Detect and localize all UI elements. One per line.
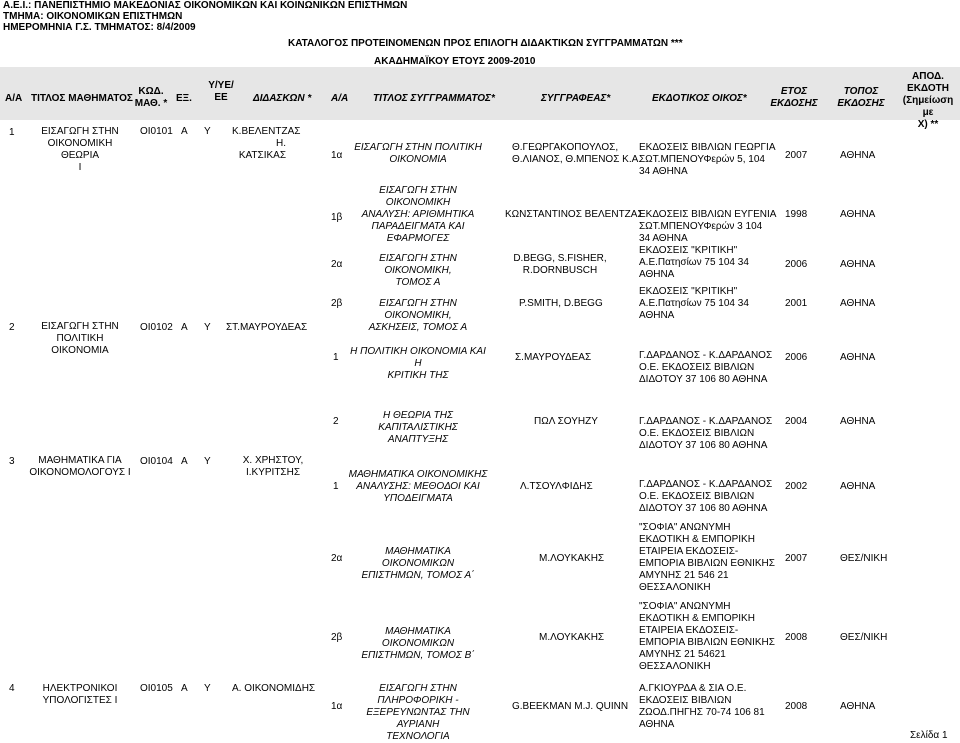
book-year: 2001 — [785, 298, 808, 309]
meeting-date: ΗΜΕΡΟΜΗΝΙΑ Γ.Σ. ΤΜΗΜΑΤΟΣ: 8/4/2009 — [3, 22, 196, 33]
col-instructors: ΔΙΔΑΣΚΩΝ * — [253, 93, 312, 104]
book-aa: 2 — [333, 416, 339, 427]
book-year: 2006 — [785, 259, 808, 270]
course-semester: Α — [181, 456, 188, 467]
book-publisher: ΕΚΔΟΣΕΙΣ ΒΙΒΛΙΩΝ ΓΕΩΡΓΙΑ ΣΩΤ.ΜΠΕΝΟΥΦερών 5, 104 34 ΑΘΗΝΑ — [639, 142, 776, 177]
col-year: ΕΤΟΣ ΕΚΔΟΣΗΣ — [770, 86, 818, 109]
col-aa: Α/Α — [5, 93, 23, 104]
book-aa: 2α — [331, 553, 343, 564]
book-publisher: Γ.ΔΑΡΔΑΝΟΣ - Κ.ΔΑΡΔΑΝΟΣ Ο.Ε. ΕΚΔΟΣΕΙΣ ΒΙΒΛΙΩΝ ΔΙΔΟΤΟΥ 37 106 80 ΑΘΗΝΑ — [639, 479, 773, 514]
course-title: ΗΛΕΚΤΡΟΝΙΚΟΙ ΥΠΟΛΟΓΙΣΤΕΣ Ι — [42, 683, 118, 706]
book-place: ΑΘΗΝΑ — [840, 209, 876, 220]
course-code: ΟΙ0105 — [140, 683, 173, 694]
course-type: Υ — [204, 683, 211, 694]
book-publisher: "ΣΟΦΙΑ" ΑΝΩΝΥΜΗ ΕΚΔΟΤΙΚΗ & ΕΜΠΟΡΙΚΗ ΕΤΑΙΡΕΙΑ ΕΚΔΟΣΕΙΣ- ΕΜΠΟΡΙΑ ΒΙΒΛΙΩΝ ΕΘΝΙΚΗΣ ΑΜΥΝΗΣ 21 54621 ΘΕΣΣΑΛΟΝΙΚΗ — [639, 601, 775, 672]
book-place: ΘΕΣ/ΝΙΚΗ — [840, 632, 888, 643]
book-year: 2007 — [785, 150, 808, 161]
book-author: Μ.ΛΟΥΚΑΚΗΣ — [539, 632, 605, 643]
book-publisher: ΕΚΔΟΣΕΙΣ ΒΙΒΛΙΩΝ ΕΥΓΕΝΙΑ ΣΩΤ.ΜΠΕΝΟΥΦερών 3 104 34 ΑΘΗΝΑ — [639, 209, 777, 244]
course-semester: Α — [181, 322, 188, 333]
col-semester: ΕΞ. — [176, 93, 192, 104]
course-type: Υ — [204, 456, 211, 467]
col-publisher: ΕΚΔΟΤΙΚΟΣ ΟΙΚΟΣ* — [652, 93, 747, 104]
course-code: ΟΙ0104 — [140, 456, 173, 467]
course-aa: 1 — [9, 127, 15, 138]
col-book-title: ΤΙΤΛΟΣ ΣΥΓΓΡΑΜΜΑΤΟΣ* — [373, 93, 495, 104]
course-type: Υ — [204, 126, 211, 137]
course-instructors: Χ. ΧΡΗΣΤΟΥ, Ι.ΚΥΡΙΤΣΗΣ — [242, 455, 304, 478]
book-author: Θ.ΓΕΩΡΓΑΚΟΠΟΥΛΟΣ, Θ.ΛΙΑΝΟΣ, Θ.ΜΠΕΝΟΣ Κ.Α. — [512, 142, 642, 165]
book-author: Σ.ΜΑΥΡΟΥΔΕΑΣ — [515, 352, 592, 363]
course-semester: Α — [181, 683, 188, 694]
course-title: ΕΙΣΑΓΩΓΗ ΣΤΗΝ ΠΟΛΙΤΙΚΗ ΟΙΚΟΝΟΜΙΑ — [41, 321, 119, 356]
book-author: G.BEEKMAN M.J. QUINN — [512, 701, 629, 712]
book-place: ΑΘΗΝΑ — [840, 298, 876, 309]
course-semester: Α — [181, 126, 188, 137]
book-title: Η ΠΟΛΙΤΙΚΗ ΟΙΚΟΝΟΜΙΑ ΚΑΙ Η ΚΡΙΤΙΚΗ ΤΗΣ — [350, 346, 486, 381]
book-year: 2004 — [785, 416, 808, 427]
book-aa: 2β — [331, 632, 343, 643]
col-code: ΚΩΔ. ΜΑΘ. * — [134, 86, 168, 109]
book-title: ΕΙΣΑΓΩΓΗ ΣΤΗΝ ΟΙΚΟΝΟΜΙΚΗ, ΑΣΚΗΣΕΙΣ, ΤΟΜΟΣ Α — [368, 298, 468, 333]
university-name: Α.Ε.Ι.: ΠΑΝΕΠΙΣΤΗΜΙΟ ΜΑΚΕΔΟΝΙΑΣ ΟΙΚΟΝΟΜΙΚΩΝ ΚΑΙ ΚΟΙΝΩΝΙΚΩΝ ΕΠΙΣΤΗΜΩΝ — [3, 0, 408, 11]
book-publisher: ΕΚΔΟΣΕΙΣ "ΚΡΙΤΙΚΗ" Α.Ε.Πατησίων 75 104 34 ΑΘΗΝΑ — [639, 245, 749, 280]
book-publisher: Α.ΓΚΙΟΥΡΔΑ & ΣΙΑ Ο.Ε. ΕΚΔΟΣΕΙΣ ΒΙΒΛΙΩΝ ΖΩΟΔ.ΠΗΓΗΣ 70-74 106 81 ΑΘΗΝΑ — [639, 683, 765, 730]
course-instructors: Α. ΟΙΚΟΝΟΜΙΔΗΣ — [232, 683, 316, 694]
book-place: ΑΘΗΝΑ — [840, 481, 876, 492]
book-year: 1998 — [785, 209, 808, 220]
book-place: ΘΕΣ/ΝΙΚΗ — [840, 553, 888, 564]
book-title: ΜΑΘΗΜΑΤΙΚΑ ΟΙΚΟΝΟΜΙΚΗΣ ΑΝΑΛΥΣΗΣ: ΜΕΘΟΔΟΙ ΚΑΙ ΥΠΟΔΕΙΓΜΑΤΑ — [348, 469, 488, 504]
course-aa: 2 — [9, 322, 15, 333]
book-place: ΑΘΗΝΑ — [840, 416, 876, 427]
course-type: Υ — [204, 322, 211, 333]
book-title: ΕΙΣΑΓΩΓΗ ΣΤΗΝ ΠΟΛΙΤΙΚΗ ΟΙΚΟΝΟΜΙΑ — [354, 142, 482, 165]
book-aa: 1 — [333, 481, 339, 492]
book-year: 2008 — [785, 632, 808, 643]
book-publisher: ΕΚΔΟΣΕΙΣ "ΚΡΙΤΙΚΗ" Α.Ε.Πατησίων 75 104 34 ΑΘΗΝΑ — [639, 286, 749, 321]
col-type: Υ/ΥΕ/ ΕΕ — [208, 80, 234, 103]
course-title: ΜΑΘΗΜΑΤΙΚΑ ΓΙΑ ΟΙΚΟΝΟΜΟΛΟΓΟΥΣ Ι — [29, 455, 131, 478]
book-place: ΑΘΗΝΑ — [840, 352, 876, 363]
course-title: ΕΙΣΑΓΩΓΗ ΣΤΗΝ ΟΙΚΟΝΟΜΙΚΗ ΘΕΩΡΙΑ Ι — [41, 126, 119, 173]
course-code: ΟΙ0102 — [140, 322, 173, 333]
book-year: 2007 — [785, 553, 808, 564]
book-title: ΕΙΣΑΓΩΓΗ ΣΤΗΝ ΟΙΚΟΝΟΜΙΚΗ, ΤΟΜΟΣ Α — [379, 253, 457, 288]
book-title: ΜΑΘΗΜΑΤΙΚΑ ΟΙΚΟΝΟΜΙΚΩΝ ΕΠΙΣΤΗΜΩΝ, ΤΟΜΟΣ Β΄ — [361, 626, 475, 661]
col-author: ΣΥΓΓΡΑΦΕΑΣ* — [541, 93, 611, 104]
book-author: ΚΩΝΣΤΑΝΤΙΝΟΣ ΒΕΛΕΝΤΖΑΣ — [505, 209, 644, 220]
book-aa: 1α — [331, 150, 343, 161]
col-course-title: ΤΙΤΛΟΣ ΜΑΘΗΜΑΤΟΣ — [31, 93, 133, 104]
book-title: ΜΑΘΗΜΑΤΙΚΑ ΟΙΚΟΝΟΜΙΚΩΝ ΕΠΙΣΤΗΜΩΝ, ΤΟΜΟΣ Α΄ — [361, 546, 475, 581]
book-aa: 1α — [331, 701, 343, 712]
book-place: ΑΘΗΝΑ — [840, 150, 876, 161]
catalog-title: ΚΑΤΑΛΟΓΟΣ ΠΡΟΤΕΙΝΟΜΕΝΩΝ ΠΡΟΣ ΕΠΙΛΟΓΗ ΔΙΔΑΚΤΙΚΩΝ ΣΥΓΓΡΑΜΜΑΤΩΝ *** — [288, 38, 683, 49]
book-place: ΑΘΗΝΑ — [840, 259, 876, 270]
book-author: D.BEGG, S.FISHER, R.DORNBUSCH — [513, 253, 607, 276]
book-aa: 1β — [331, 212, 343, 223]
course-code: ΟΙ0101 — [140, 126, 173, 137]
book-author: Λ.ΤΣΟΥΛΦΙΔΗΣ — [520, 481, 593, 492]
course-aa: 3 — [9, 456, 15, 467]
book-aa: 2β — [331, 298, 343, 309]
book-title: ΕΙΣΑΓΩΓΗ ΣΤΗΝ ΟΙΚΟΝΟΜΙΚΗ ΑΝΑΛΥΣΗ: ΑΡΙΘΜΗΤΙΚΑ ΠΑΡΑΔΕΙΓΜΑΤΑ ΚΑΙ ΕΦΑΡΜΟΓΕΣ — [361, 185, 475, 244]
course-aa: 4 — [9, 683, 15, 694]
department-name: ΤΜΗΜΑ: ΟΙΚΟΝΟΜΙΚΩΝ ΕΠΙΣΤΗΜΩΝ — [3, 11, 183, 22]
book-year: 2006 — [785, 352, 808, 363]
book-author: Μ.ΛΟΥΚΑΚΗΣ — [539, 553, 605, 564]
book-publisher: "ΣΟΦΙΑ" ΑΝΩΝΥΜΗ ΕΚΔΟΤΙΚΗ & ΕΜΠΟΡΙΚΗ ΕΤΑΙΡΕΙΑ ΕΚΔΟΣΕΙΣ- ΕΜΠΟΡΙΑ ΒΙΒΛΙΩΝ ΕΘΝΙΚΗΣ ΑΜΥΝΗΣ 21 546 21 ΘΕΣΣΑΛΟΝΙΚΗ — [639, 522, 775, 593]
book-title: ΕΙΣΑΓΩΓΗ ΣΤΗΝ ΠΛΗΡΟΦΟΡΙΚΗ - ΕΞΕΡΕΥΝΩΝΤΑΣ ΤΗΝ ΑΥΡΙΑΝΗ ΤΕΧΝΟΛΟΓΙΑ — [366, 683, 470, 742]
book-author: P.SMITH, D.BEGG — [519, 298, 603, 309]
book-aa: 1 — [333, 352, 339, 363]
book-author: ΠΩΛ ΣΟΥΗΖΥ — [534, 416, 598, 427]
book-publisher: Γ.ΔΑΡΔΑΝΟΣ - Κ.ΔΑΡΔΑΝΟΣ Ο.Ε. ΕΚΔΟΣΕΙΣ ΒΙΒΛΙΩΝ ΔΙΔΟΤΟΥ 37 106 80 ΑΘΗΝΑ — [639, 350, 773, 385]
book-aa: 2α — [331, 259, 343, 270]
col-place: ΤΟΠΟΣ ΕΚΔΟΣΗΣ — [837, 86, 885, 109]
page-number: Σελίδα 1 — [910, 730, 948, 741]
book-year: 2008 — [785, 701, 808, 712]
book-title: Η ΘΕΩΡΙΑ ΤΗΣ ΚΑΠΙΤΑΛΙΣΤΙΚΗΣ ΑΝΑΠΤΥΞΗΣ — [378, 410, 458, 445]
col-book-aa: Α/Α — [331, 93, 349, 104]
book-publisher: Γ.ΔΑΡΔΑΝΟΣ - Κ.ΔΑΡΔΑΝΟΣ Ο.Ε. ΕΚΔΟΣΕΙΣ ΒΙΒΛΙΩΝ ΔΙΔΟΤΟΥ 37 106 80 ΑΘΗΝΑ — [639, 416, 773, 451]
academic-year: ΑΚΑΔΗΜΑΪΚΟΥ ΕΤΟΥΣ 2009-2010 — [374, 56, 536, 67]
course-instructors: Κ.ΒΕΛΕΝΤΖΑΣ Η. ΚΑΤΣΙΚΑΣ — [232, 126, 301, 161]
col-availability: ΑΠΟΔ. ΕΚΔΟΤΗ (Σημείωση με Χ) ** — [902, 71, 954, 130]
book-place: ΑΘΗΝΑ — [840, 701, 876, 712]
book-year: 2002 — [785, 481, 808, 492]
course-instructors: ΣΤ.ΜΑΥΡΟΥΔΕΑΣ — [226, 322, 308, 333]
